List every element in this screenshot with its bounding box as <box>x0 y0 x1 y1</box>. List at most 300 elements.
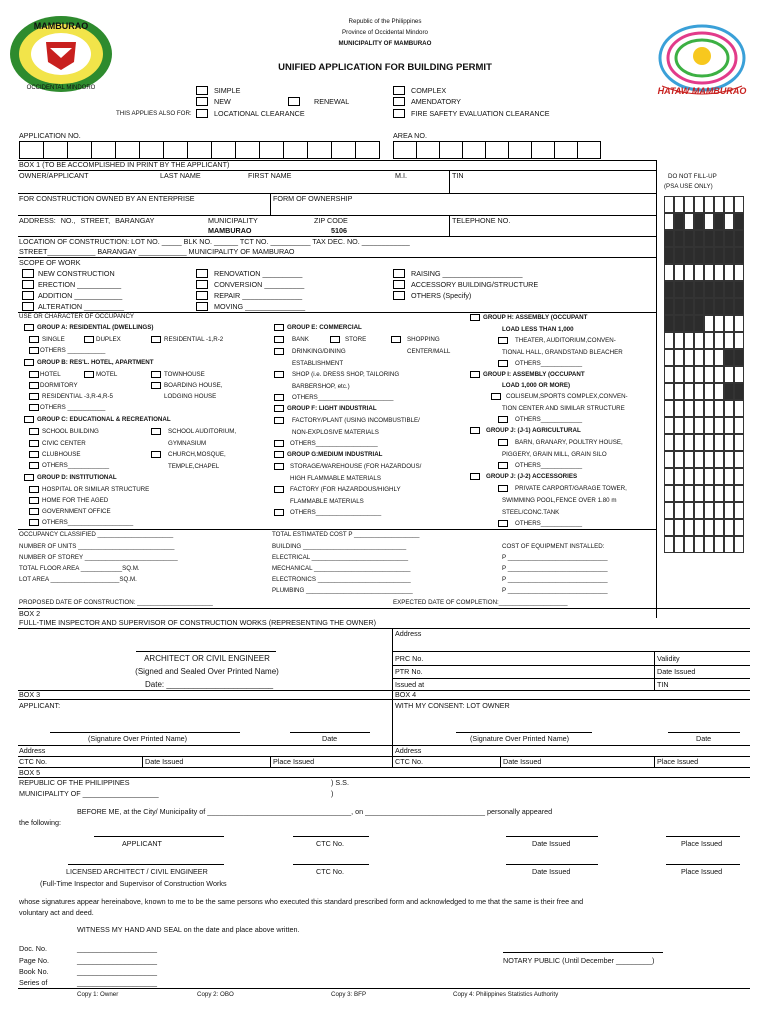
others-g-label: OTHERS___________________ <box>290 509 382 516</box>
psa-grid-cell <box>704 451 714 468</box>
psa-grid-cell <box>674 468 684 485</box>
header-province: Province of Occidental Mindoro <box>342 29 428 36</box>
moving-checkbox[interactable] <box>196 302 208 311</box>
factory-f-checkbox[interactable] <box>274 417 284 424</box>
number-units: NUMBER OF UNITS ____________________________ <box>19 543 175 550</box>
seal-text-top: MAMBURAO <box>33 21 89 31</box>
application-no-char-box[interactable] <box>211 141 236 159</box>
page-title: UNIFIED APPLICATION FOR BUILDING PERMIT <box>278 62 492 73</box>
psa-grid-cell <box>674 417 684 434</box>
erection-checkbox[interactable] <box>22 280 34 289</box>
psa-grid-cell <box>734 400 744 417</box>
application-no-char-box[interactable] <box>187 141 212 159</box>
factory-g-checkbox[interactable] <box>274 486 284 493</box>
psa-grid-cell <box>664 213 674 230</box>
store-checkbox[interactable] <box>330 336 340 343</box>
others-j2-checkbox[interactable] <box>498 520 508 527</box>
psa-grid-cell <box>674 400 684 417</box>
addition-checkbox[interactable] <box>22 291 34 300</box>
others-g-checkbox[interactable] <box>274 509 284 516</box>
box5-fulltime: (Full-Time Inspector and Supervisor of Construction Works <box>40 879 227 888</box>
bank-checkbox[interactable] <box>274 336 284 343</box>
home-aged-checkbox[interactable] <box>29 497 39 504</box>
equipment-p3: P _____________________________ <box>502 576 608 583</box>
group-j1-checkbox[interactable] <box>470 427 480 434</box>
duplex-checkbox[interactable] <box>84 336 94 343</box>
others-j1-checkbox[interactable] <box>498 462 508 469</box>
copy-4: Copy 4: Philippines Statistics Authority <box>453 991 559 998</box>
storage-label: STORAGE/WAREHOUSE (FOR HAZARDOUS/ <box>290 463 422 470</box>
group-e-checkbox[interactable] <box>274 324 284 331</box>
box5-whose2: voluntary act and deed. <box>19 908 94 917</box>
psa-grid-cell <box>664 264 674 281</box>
drinking-checkbox[interactable] <box>274 348 284 355</box>
alteration-label: ALTERATION __________ <box>38 302 125 311</box>
area-no-char-box[interactable] <box>485 141 509 159</box>
civic-label: CIVIC CENTER <box>42 440 86 447</box>
psa-grid-cell <box>694 315 704 332</box>
others-j2-label: OTHERS____________ <box>515 520 583 527</box>
application-no-label: APPLICATION NO. <box>19 131 81 140</box>
psa-grid-cell <box>724 332 734 349</box>
group-i-checkbox[interactable] <box>470 371 480 378</box>
auditorium-checkbox[interactable] <box>151 428 161 435</box>
box4-signature-label: (Signature Over Printed Name) <box>470 734 570 743</box>
conversion-checkbox[interactable] <box>196 280 208 289</box>
psa-grid-cell <box>734 315 744 332</box>
psa-grid-cell <box>694 213 704 230</box>
psa-grid-cell <box>694 230 704 247</box>
dormitory-label: DORMITORY <box>40 382 78 389</box>
box4-ctc-label: CTC No. <box>395 757 423 766</box>
psa-grid-cell <box>684 366 694 383</box>
box1-title: BOX 1 (TO BE ACCOMPLISHED IN PRINT BY THE APPLICANT) <box>19 160 230 169</box>
applies-label: THIS APPLIES ALSO FOR: <box>116 110 192 117</box>
amendatory-checkbox[interactable] <box>393 97 405 106</box>
box2-date-issued-label: Date Issued <box>657 667 696 676</box>
psa-grid-cell <box>684 281 694 298</box>
simple-label: SIMPLE <box>214 86 241 95</box>
psa-grid-cell <box>674 332 684 349</box>
psa-grid-cell <box>664 383 674 400</box>
group-h-checkbox[interactable] <box>470 314 480 321</box>
residential-r2-checkbox[interactable] <box>151 336 161 343</box>
application-no-char-box[interactable] <box>259 141 284 159</box>
others-c-checkbox[interactable] <box>29 462 39 469</box>
complex-checkbox[interactable] <box>393 86 405 95</box>
others-h-label: OTHERS____________ <box>515 360 583 367</box>
new-construction-checkbox[interactable] <box>22 269 34 278</box>
psa-grid-cell <box>694 366 704 383</box>
renewal-label: RENEWAL <box>314 97 350 106</box>
others-i-checkbox[interactable] <box>498 416 508 423</box>
psa-grid-cell <box>734 196 744 213</box>
total-floor-area: TOTAL FLOOR AREA ____________SQ.M. <box>19 565 140 572</box>
application-no-char-box[interactable] <box>19 141 44 159</box>
psa-grid-cell <box>694 434 704 451</box>
psa-grid-cell <box>704 298 714 315</box>
prc-no-label: PRC No. <box>395 654 424 663</box>
occupancy-title: USE OR CHARACTER OF OCCUPANCY <box>19 313 135 320</box>
group-g-checkbox[interactable] <box>274 451 284 458</box>
psa-grid-cell <box>664 332 674 349</box>
box3-address-label: Address <box>19 746 46 755</box>
coliseum-checkbox[interactable] <box>491 393 501 400</box>
psa-grid-cell <box>734 502 744 519</box>
box5-witness: WITNESS MY HAND AND SEAL on the date and place above written. <box>77 925 300 934</box>
group-a-checkbox[interactable] <box>24 324 34 331</box>
school-label: SCHOOL BUILDING <box>42 428 99 435</box>
psa-grid-cell <box>714 485 724 502</box>
application-no-char-box[interactable] <box>307 141 332 159</box>
psa-grid-cell <box>684 468 694 485</box>
new-label: NEW <box>214 97 231 106</box>
hotel-checkbox[interactable] <box>29 371 39 378</box>
shop-checkbox[interactable] <box>274 371 284 378</box>
barn-checkbox[interactable] <box>498 439 508 446</box>
motel-checkbox[interactable] <box>84 371 94 378</box>
application-no-char-box[interactable] <box>283 141 308 159</box>
zip-code-label: ZIP CODE <box>314 216 348 225</box>
hospital-checkbox[interactable] <box>29 486 39 493</box>
municipality-value: MAMBURAO <box>208 226 252 235</box>
application-no-char-box[interactable] <box>355 141 380 159</box>
application-no-char-box[interactable] <box>163 141 188 159</box>
psa-grid-cell <box>724 468 734 485</box>
psa-grid-cell <box>714 213 724 230</box>
psa-grid-cell <box>664 519 674 536</box>
box2-address-label: Address <box>395 629 422 638</box>
first-name-label: FIRST NAME <box>248 171 292 180</box>
storage-checkbox[interactable] <box>274 463 284 470</box>
theater-checkbox[interactable] <box>498 337 508 344</box>
alteration-checkbox[interactable] <box>22 302 34 311</box>
psa-grid-cell <box>684 383 694 400</box>
renovation-label: RENOVATION __________ <box>214 269 303 278</box>
psa-grid-cell <box>734 281 744 298</box>
series-blank: ____________________ <box>77 978 157 987</box>
boarding-label: BOARDING HOUSE, <box>164 382 223 389</box>
psa-grid-cell <box>664 468 674 485</box>
psa-grid-cell <box>674 298 684 315</box>
psa-grid-cell <box>704 332 714 349</box>
clubhouse-checkbox[interactable] <box>29 451 39 458</box>
application-no-char-box[interactable] <box>115 141 140 159</box>
psa-grid-cell <box>734 434 744 451</box>
area-no-char-box[interactable] <box>508 141 532 159</box>
psa-grid-cell <box>674 196 684 213</box>
psa-grid-cell <box>704 264 714 281</box>
psa-grid-cell <box>734 366 744 383</box>
psa-grid-cell <box>724 417 734 434</box>
psa-grid-cell <box>664 485 674 502</box>
renovation-checkbox[interactable] <box>196 269 208 278</box>
owner-applicant-label: OWNER/APPLICANT <box>19 171 89 180</box>
psa-grid-cell <box>734 417 744 434</box>
mi-label: M.I. <box>395 171 407 180</box>
residential-r2-label: RESIDENTIAL -1,R-2 <box>164 336 224 343</box>
accessory-checkbox[interactable] <box>393 280 405 289</box>
shopping-checkbox[interactable] <box>391 336 401 343</box>
equipment-p2: P _____________________________ <box>502 565 608 572</box>
psa-grid-cell <box>684 434 694 451</box>
doc-no-blank: ____________________ <box>77 944 157 953</box>
others-d-checkbox[interactable] <box>29 519 39 526</box>
box3-date-label: Date <box>322 734 338 743</box>
issued-at-label: Issued at <box>395 680 425 689</box>
psa-grid-cell <box>734 264 744 281</box>
box5-before: BEFORE ME, at the City/ Municipality of ____________________________________, on ______________________________ personally appeared <box>77 807 553 816</box>
fire-safety-checkbox[interactable] <box>393 109 405 118</box>
psa-grid-cell <box>674 281 684 298</box>
duplex-label: DUPLEX <box>96 336 121 343</box>
home-aged-label: HOME FOR THE AGED <box>42 497 109 504</box>
school-checkbox[interactable] <box>29 428 39 435</box>
psa-grid-cell <box>684 536 694 553</box>
box4-address-label: Address <box>395 746 422 755</box>
hataw-logo-text: HATAW MAMBURAO <box>657 86 747 96</box>
box2-tin-label: TIN <box>657 680 669 689</box>
highflam-label: HIGH FLAMMABLE MATERIALS <box>290 475 381 482</box>
area-no-boxes[interactable] <box>393 141 603 159</box>
group-d-label: GROUP D: INSTITUTIONAL <box>37 474 117 481</box>
psa-grid-cell <box>684 315 694 332</box>
area-no-char-box[interactable] <box>577 141 601 159</box>
psa-grid-cell <box>684 332 694 349</box>
application-no-char-box[interactable] <box>67 141 92 159</box>
psa-grid-cell <box>704 281 714 298</box>
locational-label: LOCATIONAL CLEARANCE <box>214 109 305 118</box>
psa-grid-cell <box>704 502 714 519</box>
area-no-char-box[interactable] <box>393 141 417 159</box>
book-no-blank: ____________________ <box>77 967 157 976</box>
equipment-p1: P _____________________________ <box>502 554 608 561</box>
psa-grid-cell <box>664 315 674 332</box>
psa-grid-cell <box>694 196 704 213</box>
psa-grid-cell <box>714 247 724 264</box>
area-no-char-box[interactable] <box>439 141 463 159</box>
psa-grid-cell <box>684 417 694 434</box>
single-checkbox[interactable] <box>29 336 39 343</box>
psa-grid-cell <box>704 400 714 417</box>
municipality-label: MUNICIPALITY <box>208 216 258 225</box>
cost-building: BUILDING ______________________________ <box>272 543 407 550</box>
psa-grid-cell <box>714 417 724 434</box>
hotel-label: HOTEL <box>40 371 61 378</box>
complex-label: COMPLEX <box>411 86 447 95</box>
box4-place-issued-label: Place Issued <box>657 757 699 766</box>
expected-date: EXPECTED DATE OF COMPLETION:____________________ <box>393 599 568 606</box>
psa-grid-cell <box>664 536 674 553</box>
psa-grid-cell <box>714 298 724 315</box>
hospital-label: HOSPITAL OR SIMILAR STRUCTURE <box>42 486 150 493</box>
drinking-label: DRINKING/DINING <box>292 348 346 355</box>
cost-equipment: COST OF EQUIPMENT INSTALLED: <box>502 543 605 550</box>
locational-checkbox[interactable] <box>196 109 208 118</box>
doc-no-label: Doc. No. <box>19 944 47 953</box>
page-no-label: Page No. <box>19 956 49 965</box>
group-d-checkbox[interactable] <box>24 474 34 481</box>
application-no-char-box[interactable] <box>139 141 164 159</box>
box3-date-issued-label: Date Issued <box>145 757 184 766</box>
civic-checkbox[interactable] <box>29 440 39 447</box>
box5-licensed: LICENSED ARCHITECT / CIVIL ENGINEER <box>66 867 208 876</box>
psa-grid-cell <box>724 298 734 315</box>
psa-grid-cell <box>734 451 744 468</box>
psa-grid-cell <box>694 485 704 502</box>
repair-checkbox[interactable] <box>196 291 208 300</box>
others-f-label: OTHERS__________________ <box>290 440 378 447</box>
psa-grid-cell <box>674 349 684 366</box>
location-line1: LOCATION OF CONSTRUCTION: LOT NO. _____ BLK NO. ______ TCT NO. __________ TAX DEC. NO. ____________ <box>19 237 410 246</box>
psa-grid-cell <box>664 247 674 264</box>
group-i-label: GROUP I: ASSEMBLY (OCCUPANT <box>483 371 585 378</box>
area-no-char-box[interactable] <box>416 141 440 159</box>
psa-grid-cell <box>714 434 724 451</box>
psa-grid-cell <box>714 383 724 400</box>
box5-place-issued2: Place Issued <box>681 867 723 876</box>
equipment-p4: P _____________________________ <box>502 587 608 594</box>
psa-grid-cell <box>664 451 674 468</box>
raising-checkbox[interactable] <box>393 269 405 278</box>
psa-grid-cell <box>734 349 744 366</box>
group-b-label: GROUP B: RES'L. HOTEL, APARTMENT <box>37 359 154 366</box>
others-b-checkbox[interactable] <box>29 404 39 411</box>
psa-grid-cell <box>684 264 694 281</box>
coliseum-label: COLISEUM,SPORTS COMPLEX,CONVEN- <box>506 393 628 400</box>
new-checkbox[interactable] <box>196 97 208 106</box>
copy-3: Copy 3: BFP <box>331 991 367 998</box>
cost-electrical: ELECTRICAL ____________________________ <box>272 554 409 561</box>
group-c-checkbox[interactable] <box>24 416 34 423</box>
psa-grid-cell <box>714 332 724 349</box>
townhouse-checkbox[interactable] <box>151 371 161 378</box>
dormitory-checkbox[interactable] <box>29 382 39 389</box>
box3-title: BOX 3 <box>19 690 41 699</box>
psa-grid-cell <box>724 519 734 536</box>
psa-grid-cell <box>714 468 724 485</box>
application-no-char-box[interactable] <box>43 141 68 159</box>
psa-grid-cell <box>734 485 744 502</box>
psa-grid-cell <box>704 434 714 451</box>
nonexplosive-label: NON-EXPLOSIVE MATERIALS <box>292 429 379 436</box>
page-no-blank: ____________________ <box>77 956 157 965</box>
box5-date-issued1: Date Issued <box>532 839 571 848</box>
auditorium-label: SCHOOL AUDITORIUM, <box>168 428 237 435</box>
psa-grid-cell <box>724 315 734 332</box>
psa-grid-cell <box>664 366 674 383</box>
fire-safety-label: FIRE SAFETY EVALUATION CLEARANCE <box>411 109 550 118</box>
raising-label: RAISING ____________________ <box>411 269 523 278</box>
group-b-checkbox[interactable] <box>24 359 34 366</box>
scope-title: SCOPE OF WORK <box>19 258 81 267</box>
box3-signature-label: (Signature Over Printed Name) <box>88 734 188 743</box>
header-municipality: MUNICIPALITY OF MAMBURAO <box>338 40 432 47</box>
psa-grid-cell <box>694 468 704 485</box>
motel-label: MOTEL <box>96 371 118 378</box>
renewal-checkbox[interactable] <box>288 97 300 106</box>
psa-grid-cell <box>734 247 744 264</box>
area-no-char-box[interactable] <box>462 141 486 159</box>
psa-grid-cell <box>684 196 694 213</box>
psa-grid-cell <box>714 451 724 468</box>
psa-grid-cell <box>714 366 724 383</box>
psa-grid-cell <box>724 213 734 230</box>
psa-grid-cell <box>684 298 694 315</box>
psa-grid-cell <box>674 315 684 332</box>
psa-grid-cell <box>694 332 704 349</box>
others-a-checkbox[interactable] <box>29 347 39 354</box>
group-f-checkbox[interactable] <box>274 405 284 412</box>
occupancy-classified: OCCUPANCY CLASSIFIED ______________________ <box>19 531 174 538</box>
psa-grid-cell <box>684 519 694 536</box>
psa-grid-cell <box>704 366 714 383</box>
psa-grid-cell <box>694 298 704 315</box>
others-scope-checkbox[interactable] <box>393 291 405 300</box>
carport-checkbox[interactable] <box>498 485 508 492</box>
psa-grid-cell <box>674 434 684 451</box>
boarding-checkbox[interactable] <box>151 382 161 389</box>
copy-2: Copy 2: OBO <box>197 991 234 998</box>
psa-grid-cell <box>694 451 704 468</box>
accessory-label: ACCESSORY BUILDING/STRUCTURE <box>411 280 539 289</box>
simple-checkbox[interactable] <box>196 86 208 95</box>
psa-grid-cell <box>724 196 734 213</box>
box5-following: the following: <box>19 818 61 827</box>
application-no-char-box[interactable] <box>331 141 356 159</box>
area-no-char-box[interactable] <box>531 141 555 159</box>
application-no-char-box[interactable] <box>235 141 260 159</box>
repair-label: REPAIR _______________ <box>214 291 303 300</box>
box2-title: BOX 2 <box>19 609 41 618</box>
group-j2-checkbox[interactable] <box>470 473 480 480</box>
single-label: SINGLE <box>42 336 65 343</box>
number-storey: NUMBER OF STOREY ___________________________ <box>19 554 178 561</box>
govt-office-checkbox[interactable] <box>29 508 39 515</box>
psa-grid-cell <box>714 400 724 417</box>
psa-grid-cell <box>714 315 724 332</box>
others-e-checkbox[interactable] <box>274 394 284 401</box>
psa-grid-cell <box>734 213 744 230</box>
area-no-char-box[interactable] <box>554 141 578 159</box>
moving-label: MOVING _______________ <box>214 302 306 311</box>
flammable-label: FLAMMABLE MATERIALS <box>290 498 364 505</box>
others-scope-label: OTHERS (Specify) <box>411 291 472 300</box>
psa-grid-cell <box>684 247 694 264</box>
residential-r3-checkbox[interactable] <box>29 393 39 400</box>
others-i-label: OTHERS____________ <box>515 416 583 423</box>
swimming-label: SWIMMING POOL,FENCE OVER 1.80 m <box>502 497 617 504</box>
psa-grid-cell <box>694 400 704 417</box>
steel-label: STEEL/CONC.TANK <box>502 509 560 516</box>
application-no-boxes[interactable] <box>19 141 381 159</box>
psa-grid-cell <box>674 451 684 468</box>
architect-label: ARCHITECT OR CIVIL ENGINEER <box>144 654 270 663</box>
conversion-label: CONVERSION __________ <box>214 280 305 289</box>
psa-grid-cell <box>724 434 734 451</box>
new-construction-label: NEW CONSTRUCTION <box>38 269 115 278</box>
load-h-label: LOAD LESS THAN 1,000 <box>502 326 574 333</box>
others-f-checkbox[interactable] <box>274 440 284 447</box>
tional-label: TIONAL HALL, GRANDSTAND BLEACHER <box>502 349 623 356</box>
theater-label: THEATER, AUDITORIUM,CONVEN- <box>515 337 616 344</box>
others-h-checkbox[interactable] <box>498 360 508 367</box>
application-no-char-box[interactable] <box>91 141 116 159</box>
carport-label: PRIVATE CARPORT/GARAGE TOWER, <box>515 485 627 492</box>
psa-grid-cell <box>674 366 684 383</box>
psa-grid-cell <box>684 213 694 230</box>
church-checkbox[interactable] <box>151 451 161 458</box>
